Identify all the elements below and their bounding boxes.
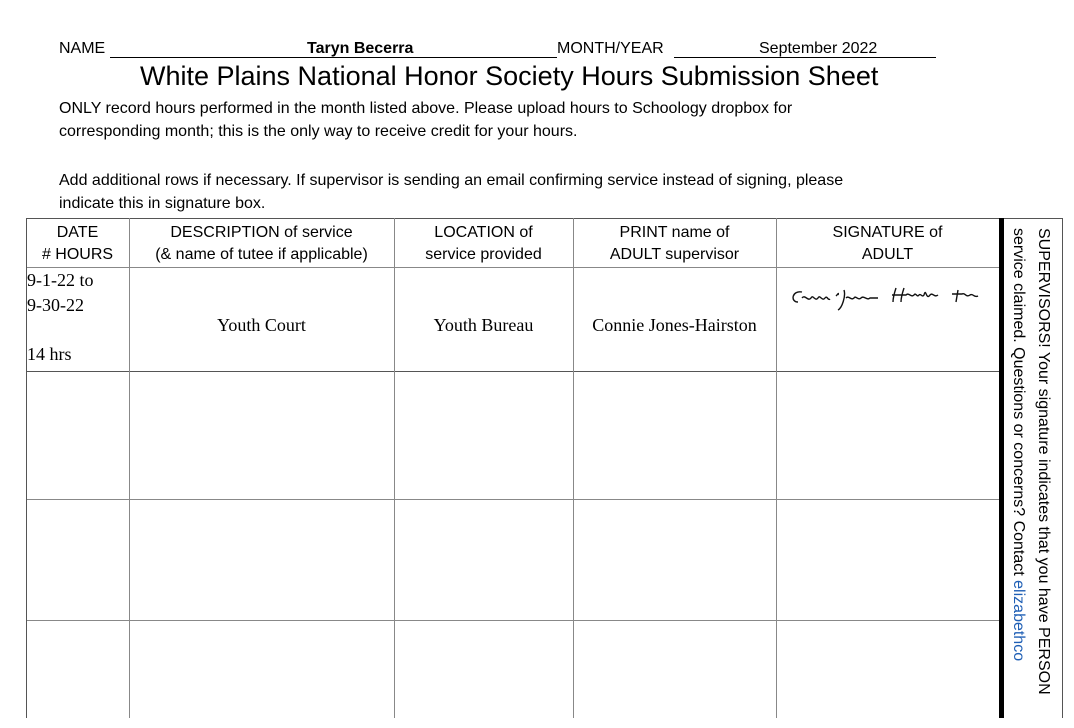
page-title: White Plains National Honor Society Hours Submission Sheet bbox=[140, 61, 879, 91]
col-header-supervisor: PRINT name of ADULT supervisor bbox=[609, 224, 740, 263]
contact-email-link[interactable]: elizabethco bbox=[1010, 580, 1027, 662]
col-header-signature: SIGNATURE of ADULT bbox=[832, 224, 943, 263]
date-start: 9-1-22 to bbox=[27, 270, 94, 290]
supervisor-note: SUPERVISORS! Your signature indicates that you have PERSON service claimed. Questions or concerns? Contact elizabethco bbox=[1010, 228, 1052, 695]
name-label: NAME bbox=[59, 40, 106, 57]
name-value: Taryn Becerra bbox=[307, 40, 414, 57]
month-label: MONTH/YEAR bbox=[557, 40, 664, 57]
col-header-location: LOCATION of service provided bbox=[425, 224, 542, 263]
signature-image bbox=[788, 284, 988, 316]
month-value: September 2022 bbox=[759, 40, 878, 57]
date-end: 9-30-22 bbox=[27, 295, 84, 315]
col-header-description: DESCRIPTION of service (& name of tutee if applicable) bbox=[155, 224, 368, 263]
instruction-3: Add additional rows if necessary. If supervisor is sending an email confirming service instead of signing, please bbox=[59, 172, 844, 189]
instruction-1: ONLY record hours performed in the month listed above. Please upload hours to Schoology dropbox for bbox=[59, 100, 793, 117]
location-value: Youth Bureau bbox=[433, 315, 534, 335]
instruction-4: indicate this in signature box. bbox=[59, 195, 266, 212]
hours-value: 14 hrs bbox=[27, 344, 72, 364]
supervisor-value: Connie Jones-Hairston bbox=[592, 315, 757, 335]
instruction-2: corresponding month; this is the only way to receive credit for your hours. bbox=[59, 123, 578, 140]
col-header-date: DATE # HOURS bbox=[41, 224, 114, 263]
description-value: Youth Court bbox=[217, 315, 306, 335]
